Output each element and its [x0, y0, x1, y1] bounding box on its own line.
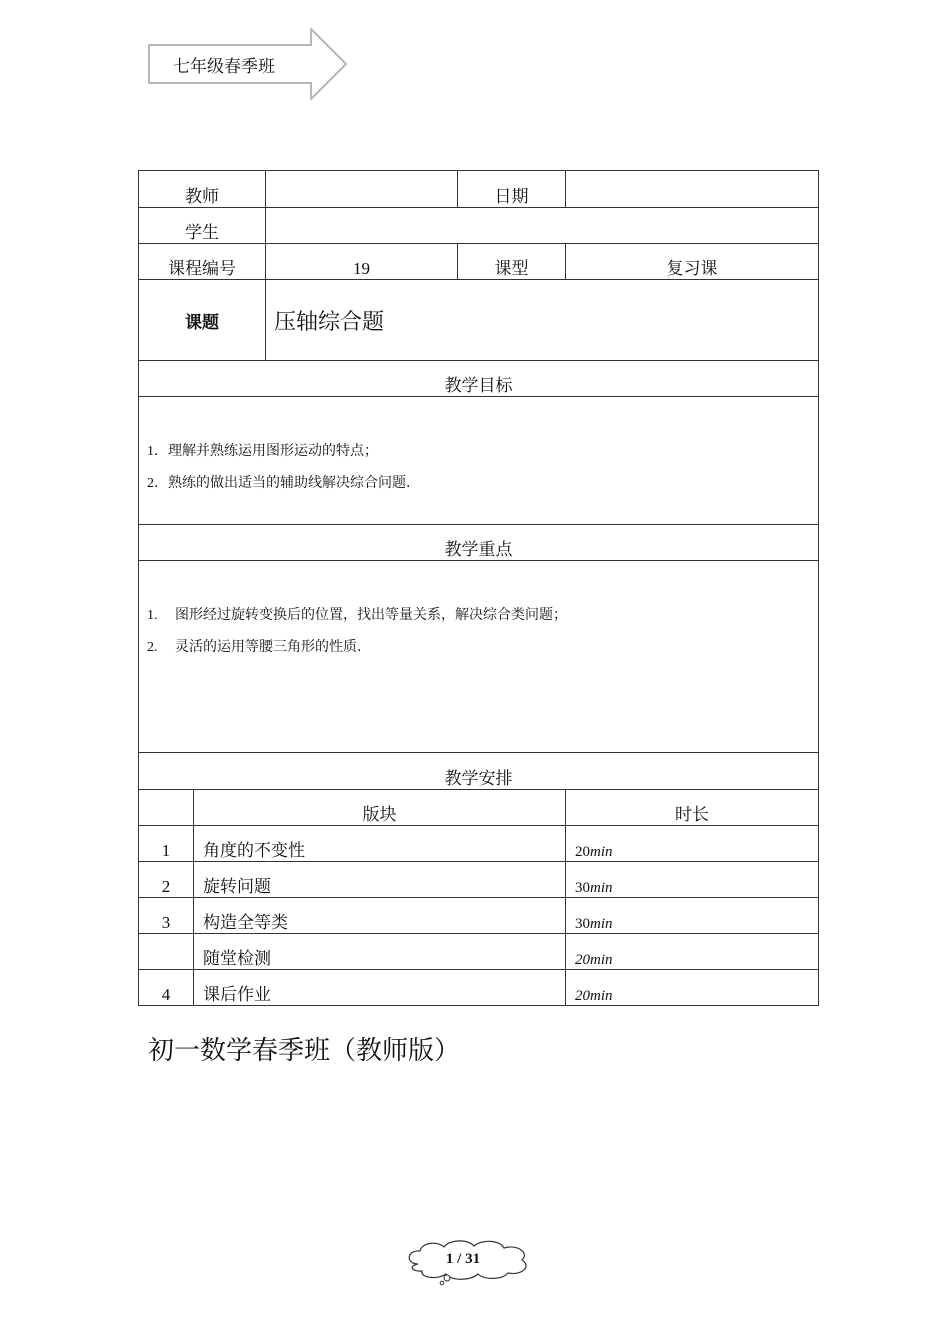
- keypoint-text: 灵活的运用等腰三角形的性质.: [175, 639, 362, 655]
- duration-unit: 20min: [575, 988, 613, 1004]
- schedule-section: 随堂检测: [194, 934, 566, 970]
- objectives-list: [139, 397, 819, 525]
- schedule-row: [139, 862, 819, 898]
- date-value: [566, 171, 819, 208]
- schedule-duration: [566, 934, 819, 970]
- keypoint-num: 2.: [147, 640, 158, 655]
- teacher-row: [139, 171, 819, 208]
- duration-unit: min: [590, 880, 613, 896]
- schedule-no: 3: [139, 898, 194, 934]
- schedule-no: 1: [139, 826, 194, 862]
- keypoints-list: [139, 561, 819, 753]
- schedule-row: [139, 898, 819, 934]
- grade-arrow-banner: [148, 28, 348, 100]
- schedule-section: 角度的不变性: [194, 826, 566, 862]
- keypoints-row: [139, 561, 819, 753]
- page-number: 1 / 31: [445, 1251, 481, 1267]
- keypoints-heading: 教学重点: [139, 525, 819, 561]
- keypoint-item: [147, 599, 810, 631]
- duration-unit: min: [590, 844, 613, 860]
- course-type-value: 复习课: [566, 244, 819, 280]
- schedule-section: 旋转问题: [194, 862, 566, 898]
- grade-label: 七年级春季班: [173, 57, 275, 77]
- duration-number: 30: [575, 916, 590, 932]
- schedule-row: [139, 970, 819, 1006]
- keypoint-item: [147, 631, 810, 663]
- student-value: [266, 208, 819, 244]
- objective-item: [147, 435, 810, 467]
- schedule-section: 构造全等类: [194, 898, 566, 934]
- schedule-no: 4: [139, 970, 194, 1006]
- schedule-section: 课后作业: [194, 970, 566, 1006]
- objectives-row: [139, 397, 819, 525]
- schedule-no: [139, 934, 194, 970]
- objective-num: 2．: [147, 476, 168, 491]
- topic-row: [139, 280, 819, 361]
- teacher-value: [266, 171, 458, 208]
- keypoints-heading-row: [139, 525, 819, 561]
- schedule-duration: [566, 970, 819, 1006]
- course-row: [139, 244, 819, 280]
- duration-unit: 20min: [575, 952, 613, 968]
- schedule-row: [139, 934, 819, 970]
- schedule-duration: [566, 826, 819, 862]
- student-label: 学生: [139, 208, 266, 244]
- schedule-section-header: 版块: [194, 790, 566, 826]
- objective-text: 熟练的做出适当的辅助线解决综合问题.: [168, 475, 411, 491]
- topic-label: 课题: [139, 280, 266, 361]
- schedule-heading: 教学安排: [139, 753, 819, 790]
- schedule-duration: [566, 898, 819, 934]
- schedule-heading-row: [139, 753, 819, 790]
- objectives-heading-row: [139, 361, 819, 397]
- objectives-heading: 教学目标: [139, 361, 819, 397]
- schedule-duration-header: 时长: [566, 790, 819, 826]
- schedule-header-row: [139, 790, 819, 826]
- course-type-label: 课型: [458, 244, 566, 280]
- course-no-label: 课程编号: [139, 244, 266, 280]
- keypoint-text: 图形经过旋转变换后的位置，找出等量关系，解决综合类问题；: [175, 607, 567, 623]
- duration-number: 30: [575, 880, 590, 896]
- schedule-no: 2: [139, 862, 194, 898]
- document-footer-title: 初一数学春季班（教师版）: [148, 1036, 461, 1066]
- topic-value: 压轴综合题: [266, 280, 819, 361]
- duration-number: 20: [575, 844, 590, 860]
- schedule-duration: [566, 862, 819, 898]
- objective-num: 1．: [147, 444, 168, 459]
- teacher-label: 教师: [139, 171, 266, 208]
- objective-text: 理解并熟练运用图形运动的特点；: [168, 443, 378, 459]
- course-no-value: 19: [266, 244, 458, 280]
- duration-unit: min: [590, 916, 613, 932]
- schedule-no-header: [139, 790, 194, 826]
- schedule-row: [139, 826, 819, 862]
- objective-item: [147, 467, 810, 499]
- student-row: [139, 208, 819, 244]
- page-indicator: [404, 1238, 532, 1286]
- keypoint-num: 1.: [147, 608, 158, 623]
- date-label: 日期: [458, 171, 566, 208]
- lesson-plan-table: [138, 170, 819, 1006]
